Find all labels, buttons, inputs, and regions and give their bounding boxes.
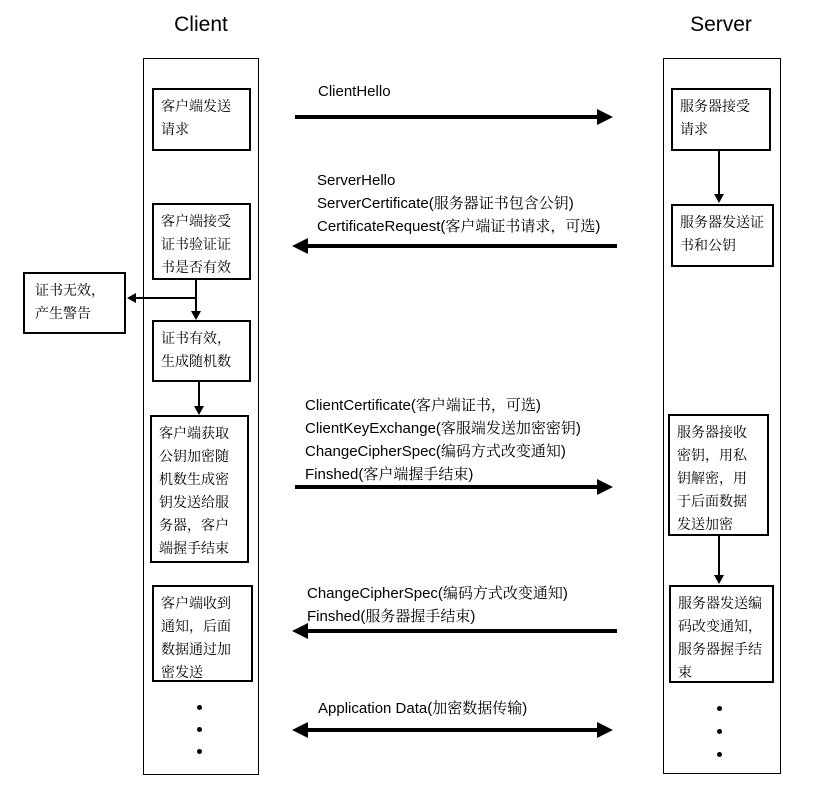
arrow-right-icon [597,722,613,738]
server-lane-title: Server [690,13,752,36]
message-line: ClientKeyExchange(客服端发送加密密钥) [305,420,581,437]
arrow-left-icon [292,722,308,738]
message-line: ChangeCipherSpec(编码方式改变通知) [305,443,566,460]
arrow-left-icon [127,293,136,303]
server-ellipsis-dot [717,752,722,757]
message-line: ClientHello [318,83,391,100]
message-server-hello-label [317,169,600,238]
message-application-data-label [318,697,527,720]
arrow-line [295,115,598,119]
server-ellipsis-dot [717,706,722,711]
arrow-down-icon [191,311,201,320]
message-line: ServerCertificate(服务器证书包含公钥) [317,195,574,212]
message-line: Application Data(加密数据传输) [318,700,528,717]
server-step-decrypt-key: 服务器接收密钥，用私钥解密，用于后面数据发送加密 [668,414,769,536]
client-step-receive-notice: 客户端收到通知，后面数据通过加密发送 [152,585,253,682]
arrow-line [306,244,617,248]
arrow-right-icon [597,109,613,125]
arrow-down-icon [714,575,724,584]
client-ellipsis-dot [197,749,202,754]
arrow-down-icon [714,194,724,203]
message-line: ChangeCipherSpec(编码方式改变通知) [307,585,568,602]
message-line: CertificateRequest(客户端证书请求，可选) [317,218,601,235]
arrow-right-icon [597,479,613,495]
client-step-verify-cert: 客户端接受证书验证证书是否有效 [152,203,251,280]
message-server-finished-label [307,582,568,628]
server-step-accept-request: 服务器接受请求 [671,88,771,151]
message-client-hello-label [318,80,391,103]
client-step-cert-valid: 证书有效，生成随机数 [152,320,251,382]
server-step-send-cert: 服务器发送证书和公钥 [671,204,774,267]
server-step-handshake-end: 服务器发送编码改变通知，服务器握手结束 [669,585,774,683]
arrow-left-icon [292,623,308,639]
client-step-encrypt-key: 客户端获取公钥加密随机数生成密钥发送给服务器，客户端握手结束 [150,415,249,563]
arrow-left-icon [292,238,308,254]
flow-line [195,280,197,312]
message-line: Finshed(客户端握手结束) [305,466,474,483]
client-ellipsis-dot [197,727,202,732]
message-line: ClientCertificate(客户端证书，可选) [305,397,541,414]
message-client-certificate-label [305,394,581,486]
message-line: ServerHello [317,172,396,189]
message-line: Finshed(服务器握手结束) [307,608,476,625]
warning-cert-invalid-box: 证书无效，产生警告 [23,272,126,334]
arrow-down-icon [194,406,204,415]
arrow-line [295,485,598,489]
arrow-line [306,728,598,732]
client-ellipsis-dot [197,705,202,710]
arrow-line [306,629,617,633]
flow-line [198,382,200,407]
flow-line [718,536,720,576]
client-step-send-request: 客户端发送请求 [152,88,251,151]
server-ellipsis-dot [717,729,722,734]
flow-line [718,151,720,195]
flow-line [136,297,196,299]
client-lane-title: Client [174,13,228,36]
